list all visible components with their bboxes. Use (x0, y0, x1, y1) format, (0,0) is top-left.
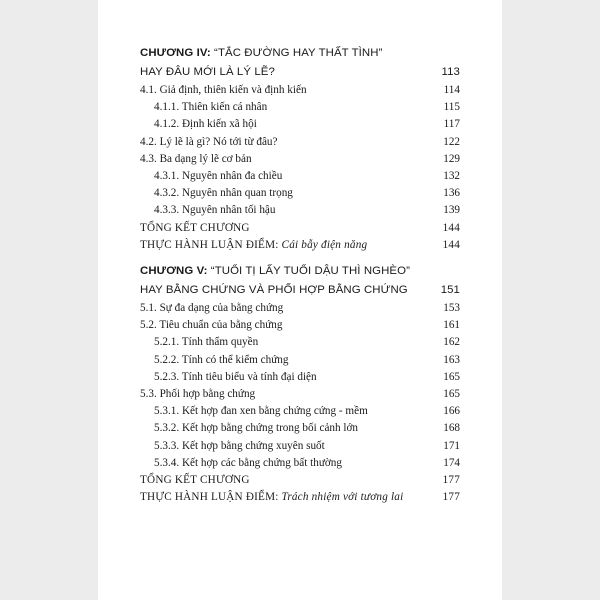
entry-text: 5.2. Tiêu chuẩn của bằng chứng (140, 319, 283, 332)
chapter-practice (140, 489, 460, 506)
entry-text: 5.3.1. Kết hợp đan xen bằng chứng cứng - mềm (154, 405, 368, 418)
practice-page: 144 (442, 238, 460, 251)
entry-page: 122 (443, 135, 460, 148)
entry-text: 5.2.2. Tính có thể kiểm chứng (154, 353, 289, 366)
entry-page: 136 (443, 187, 460, 200)
practice-page: 177 (442, 491, 460, 504)
chapter-subtitle: HAY ĐÂU MỚI LÀ LÝ LẼ? (140, 66, 275, 78)
toc-entry (140, 455, 460, 472)
toc-entry (140, 352, 460, 369)
toc-entry (140, 202, 460, 219)
entry-page: 153 (443, 302, 460, 315)
chapter-page-number: 151 (440, 284, 460, 297)
entry-text: 4.3.3. Nguyên nhân tối hậu (154, 204, 276, 217)
practice-prefix: THỰC HÀNH LUẬN ĐIỂM: (140, 238, 282, 251)
entry-text: 4.3. Ba dạng lý lẽ cơ bản (140, 152, 252, 165)
toc-entry (140, 369, 460, 386)
entry-page: 165 (443, 370, 460, 383)
entry-page: 168 (443, 422, 460, 435)
entry-page: 161 (443, 319, 460, 332)
toc-entry (140, 334, 460, 351)
toc-entry (140, 99, 460, 116)
chapter-heading-line1 (140, 44, 460, 63)
entry-page: 117 (443, 118, 460, 131)
chapter-summary (140, 220, 460, 237)
toc-entry (140, 185, 460, 202)
entry-page: 171 (443, 439, 460, 452)
practice-text (140, 489, 403, 506)
toc-entry (140, 134, 460, 151)
entry-page: 132 (443, 170, 460, 183)
summary-text: TỔNG KẾT CHƯƠNG (140, 221, 250, 234)
entry-text: 5.2.3. Tính tiêu biểu và tính đại diện (154, 370, 317, 383)
toc-entry (140, 168, 460, 185)
chapter-page-number: 113 (441, 66, 460, 78)
chapter-practice (140, 237, 460, 254)
entry-text: 4.1.2. Định kiến xã hội (154, 118, 257, 131)
toc-entry (140, 151, 460, 168)
entry-text: 4.3.1. Nguyên nhân đa chiều (154, 170, 283, 183)
practice-title: Trách nhiệm với tương lai (281, 491, 404, 504)
chapter-iv (140, 44, 460, 254)
entry-text: 5.1. Sự đa dạng của bằng chứng (140, 302, 284, 315)
entry-page: 163 (443, 353, 460, 366)
entry-text: 5.3.4. Kết hợp các bằng chứng bất thường (154, 456, 342, 469)
chapter-v (140, 262, 460, 506)
practice-prefix: THỰC HÀNH LUẬN ĐIỂM: (140, 491, 282, 504)
entry-text: 4.3.2. Nguyên nhân quan trọng (154, 187, 293, 200)
summary-page: 177 (442, 474, 460, 487)
chapter-heading-text (140, 44, 382, 63)
entry-page: 166 (443, 405, 460, 418)
entry-page: 129 (443, 152, 460, 165)
entry-text: 5.3.2. Kết hợp bằng chứng trong bối cảnh lớn (154, 422, 359, 435)
entry-text: 4.2. Lý lẽ là gì? Nó tới từ đâu? (140, 135, 278, 148)
chapter-heading-line2 (140, 281, 460, 300)
practice-title: Cái bẫy điện năng (281, 238, 368, 251)
table-of-contents (140, 44, 460, 506)
toc-entry (140, 82, 460, 99)
entry-page: 165 (443, 388, 460, 401)
entry-page: 115 (443, 101, 460, 114)
chapter-heading-text (140, 262, 410, 281)
entry-text: 4.1.1. Thiên kiến cá nhân (154, 101, 268, 114)
toc-entry (140, 438, 460, 455)
summary-page: 144 (442, 221, 460, 234)
toc-entry (140, 300, 460, 317)
chapter-title: “TUỔI TỊ LẤY TUỔI DẬU THÌ NGHÈO” (207, 265, 410, 278)
entry-text: 5.3. Phối hợp bằng chứng (140, 388, 256, 401)
chapter-summary (140, 472, 460, 489)
entry-page: 114 (443, 84, 460, 96)
chapter-subtitle: HAY BẰNG CHỨNG VÀ PHỐI HỢP BẰNG CHỨNG (140, 284, 408, 297)
toc-entry (140, 116, 460, 133)
chapter-label: CHƯƠNG IV: (140, 47, 211, 59)
entry-page: 162 (443, 336, 460, 349)
toc-entry (140, 403, 460, 420)
chapter-title: “TẮC ĐƯỜNG HAY THẤT TÌNH” (210, 47, 383, 59)
entry-page: 174 (443, 456, 460, 469)
chapter-label: CHƯƠNG V: (140, 265, 208, 278)
chapter-heading-line2 (140, 63, 460, 82)
chapter-heading-line1 (140, 262, 460, 281)
entry-page: 139 (443, 204, 460, 217)
entry-text: 4.1. Giả định, thiên kiến và định kiến (140, 84, 307, 96)
toc-entry (140, 317, 460, 334)
practice-text (140, 237, 367, 254)
toc-entry (140, 386, 460, 403)
entry-text: 5.3.3. Kết hợp bằng chứng xuyên suốt (154, 439, 325, 452)
toc-entry (140, 420, 460, 437)
book-page (98, 0, 502, 600)
summary-text: TỔNG KẾT CHƯƠNG (140, 474, 250, 487)
entry-text: 5.2.1. Tính thẩm quyền (154, 336, 259, 349)
